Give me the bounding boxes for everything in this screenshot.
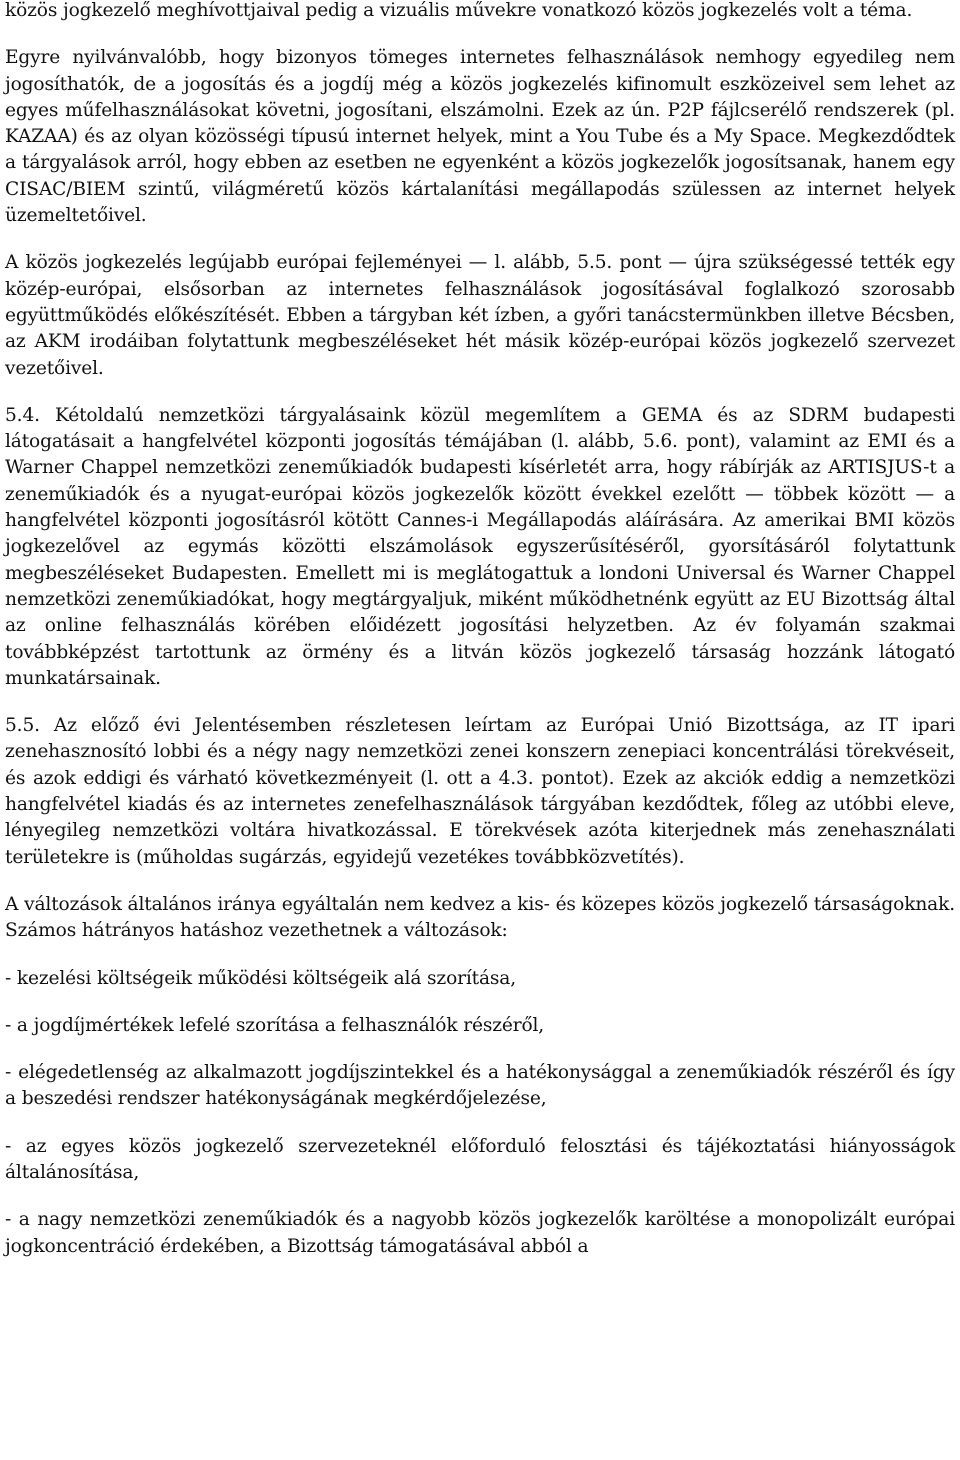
- list-item: - az egyes közös jogkezelő szervezeteknél előforduló felosztási és tájékoztatási hiányosságok általánosítása,: [5, 1135, 955, 1183]
- paragraph: közös jogkezelő meghívottjaival pedig a vizuális művekre vonatkozó közös jogkezelés volt a téma.: [5, 0, 913, 21]
- paragraph: 5.5. Az előző évi Jelentésemben részletesen leírtam az Európai Unió Bizottsága, az IT ipari zenehasznosító lobbi és a négy nagy nemzetközi zenei konszern zenepiaci koncentrálási törekvéseit, és azok eddigi és várható következményeit (l. ott a 4.3. pontot). Ezek az akciók eddig a nemzetközi hangfelvétel kiadás és az internetes zenefelhasználások tárgyában kezdődtek, főleg az utóbbi eleve, lényegileg nemzetközi voltára hivatkozással. E törekvések azóta kiterjednek más zenehasználati területekre is (műholdas sugárzás, egyidejű vezetékes továbbközvetítés).: [5, 715, 955, 868]
- paragraph: Egyre nyilvánvalóbb, hogy bizonyos tömeges internetes felhasználások nemhogy egyedileg nem jogosíthatók, de a jogosítás és a jogdíj még a közös jogkezelés kifinomult eszközeivel sem lehet az egyes műfelhasználásokat követni, jogosítani, elszámolni. Ezek az ún. P2P fájlcserélő rendszerek (pl. KAZAA) és az olyan közösségi típusú internet helyek, mint a You Tube és a My Space. Megkezdődtek a tárgyalások arról, hogy ebben az esetben ne egyenként a közös jogkezelők jogosítsanak, hanem egy CISAC/BIEM szintű, világméretű közös kártalanítási megállapodás szülessen az internet helyek üzemeltetőivel.: [5, 47, 955, 227]
- list-item: - a nagy nemzetközi zeneműkiadók és a nagyobb közös jogkezelők karöltése a monopolizált európai jogkoncentráció érdekében, a Bizottság támogatásával abból a: [5, 1209, 955, 1257]
- list-item: - kezelési költségeik működési költségeik alá szorítása,: [5, 967, 516, 989]
- list-item: - elégedetlenség az alkalmazott jogdíjszintekkel és a hatékonysággal a zeneműkiadók részéről és így a beszedési rendszer hatékonyságának megkérdőjelezése,: [5, 1062, 955, 1110]
- list-item: - a jogdíjmértékek lefelé szorítása a felhasználók részéről,: [5, 1014, 545, 1036]
- paragraph: A közös jogkezelés legújabb európai fejleményei — l. alább, 5.5. pont — újra szükségessé tették egy közép-európai, elsősorban az internetes felhasználások jogosításával foglalkozó szorosabb együttműködés előkészítését. Ebben a tárgyban két ízben, a győri tanácstermünkben illetve Bécsben, az AKM irodáiban folytattunk megbeszéléseket hét másik közép-európai közös jogkezelő szervezet vezetőivel.: [5, 252, 955, 379]
- document-page: [5, 0, 955, 1281]
- paragraph: A változások általános iránya egyáltalán nem kedvez a kis- és közepes közös jogkezelő társaságoknak. Számos hátrányos hatáshoz vezethetnek a változások:: [5, 893, 955, 942]
- paragraph: 5.4. Kétoldalú nemzetközi tárgyalásaink közül megemlítem a GEMA és az SDRM budapesti látogatásait a hangfelvétel központi jogosítás témájában (l. alább, 5.6. pont), valamint az EMI és a Warner Chappel nemzetközi zeneműkiadók budapesti kísérletét arra, hogy rábírják az ARTISJUS-t a zeneműkiadók és a nyugat-európai közös jogkezelők között évekkel ezelőtt — többek között — a hangfelvétel központi jogosításról kötött Cannes-i Megállapodás aláírására. Az amerikai BMI közös jogkezelővel az egymás közötti elszámolások egyszerűsítéséről, gyorsításáról folytattunk megbeszéléseket Budapesten. Emellett mi is meglátogattuk a londoni Universal és Warner Chappel nemzetközi zeneműkiadókat, hogy megtárgyaljuk, miként működhetnénk együtt az EU Bizottság által az online felhasználás körében előidézett jogosítási helyzetben. Az év folyamán szakmai továbbképzést tartottunk az örmény és a litván közös jogkezelő társaság hozzánk látogató munkatársainak.: [5, 404, 955, 689]
